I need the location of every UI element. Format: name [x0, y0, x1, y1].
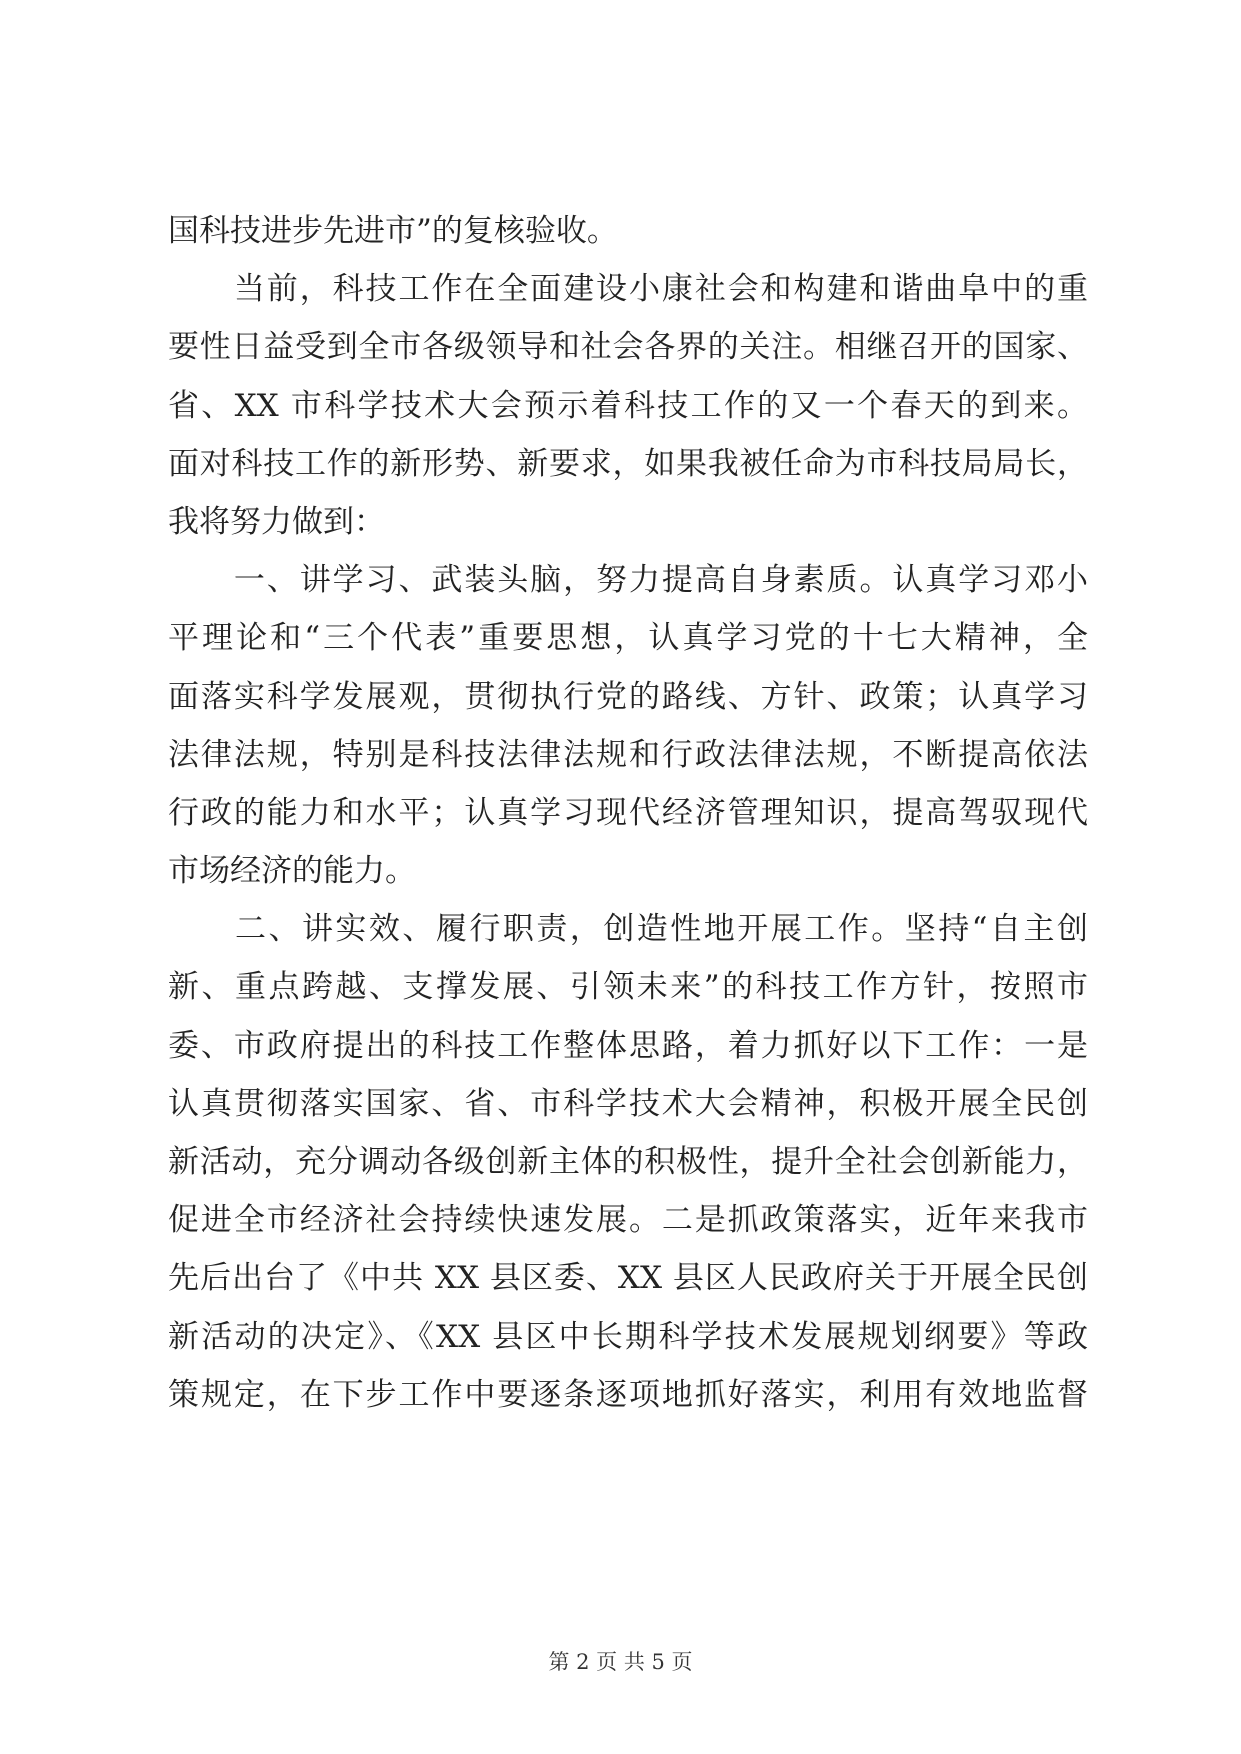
- text-line: 面落实科学发展观，贯彻执行党的路线、方针、政策；认真学习: [168, 678, 1088, 715]
- text-line: 平理论和“三个代表”重要思想，认真学习党的十七大精神，全: [168, 620, 1088, 657]
- text-line: 要性日益受到全市各级领导和社会各界的关注。相继召开的国家、: [168, 329, 1088, 366]
- text-line: 认真贯彻落实国家、省、市科学技术大会精神，积极开展全民创: [168, 1085, 1088, 1122]
- text-line: 国科技进步先进市”的复核验收。: [168, 213, 618, 249]
- text-line: 市场经济的能力。: [168, 853, 416, 890]
- page-footer: 第 2 页 共 5 页: [548, 1650, 693, 1674]
- text-line: 行政的能力和水平；认真学习现代经济管理知识，提高驾驭现代: [168, 794, 1088, 831]
- body-text: [168, 202, 1088, 1424]
- text-line: 委、市政府提出的科技工作整体思路，着力抓好以下工作：一是: [168, 1027, 1088, 1064]
- text-line: 新、重点跨越、支撑发展、引领未来”的科技工作方针，按照市: [168, 969, 1088, 1006]
- text-line: 省、XX 市科学技术大会预示着科技工作的又一个春天的到来。: [168, 387, 1088, 424]
- text-line: 先后出台了《中共 XX 县区委、XX 县区人民政府关于开展全民创: [168, 1260, 1088, 1297]
- text-line: 新活动，充分调动各级创新主体的积极性，提升全社会创新能力，: [168, 1144, 1088, 1180]
- text-line: 一、讲学习、武装头脑，努力提高自身素质。认真学习邓小: [168, 562, 1088, 599]
- text-line: 面对科技工作的新形势、新要求，如果我被任命为市科技局局长，: [168, 445, 1088, 482]
- text-line: 策规定，在下步工作中要逐条逐项地抓好落实，利用有效地监督: [168, 1376, 1088, 1413]
- text-line: 法律法规，特别是科技法律法规和行政法律法规，不断提高依法: [168, 736, 1088, 773]
- text-line: 二、讲实效、履行职责，创造性地开展工作。坚持“自主创: [168, 911, 1088, 948]
- text-line: 促进全市经济社会持续快速发展。二是抓政策落实，近年来我市: [168, 1202, 1088, 1239]
- text-line: 新活动的决定》、《XX 县区中长期科学技术发展规划纲要》等政: [168, 1318, 1088, 1355]
- text-line: 我将努力做到：: [168, 503, 385, 540]
- text-line: 当前，科技工作在全面建设小康社会和构建和谐曲阜中的重: [168, 271, 1088, 308]
